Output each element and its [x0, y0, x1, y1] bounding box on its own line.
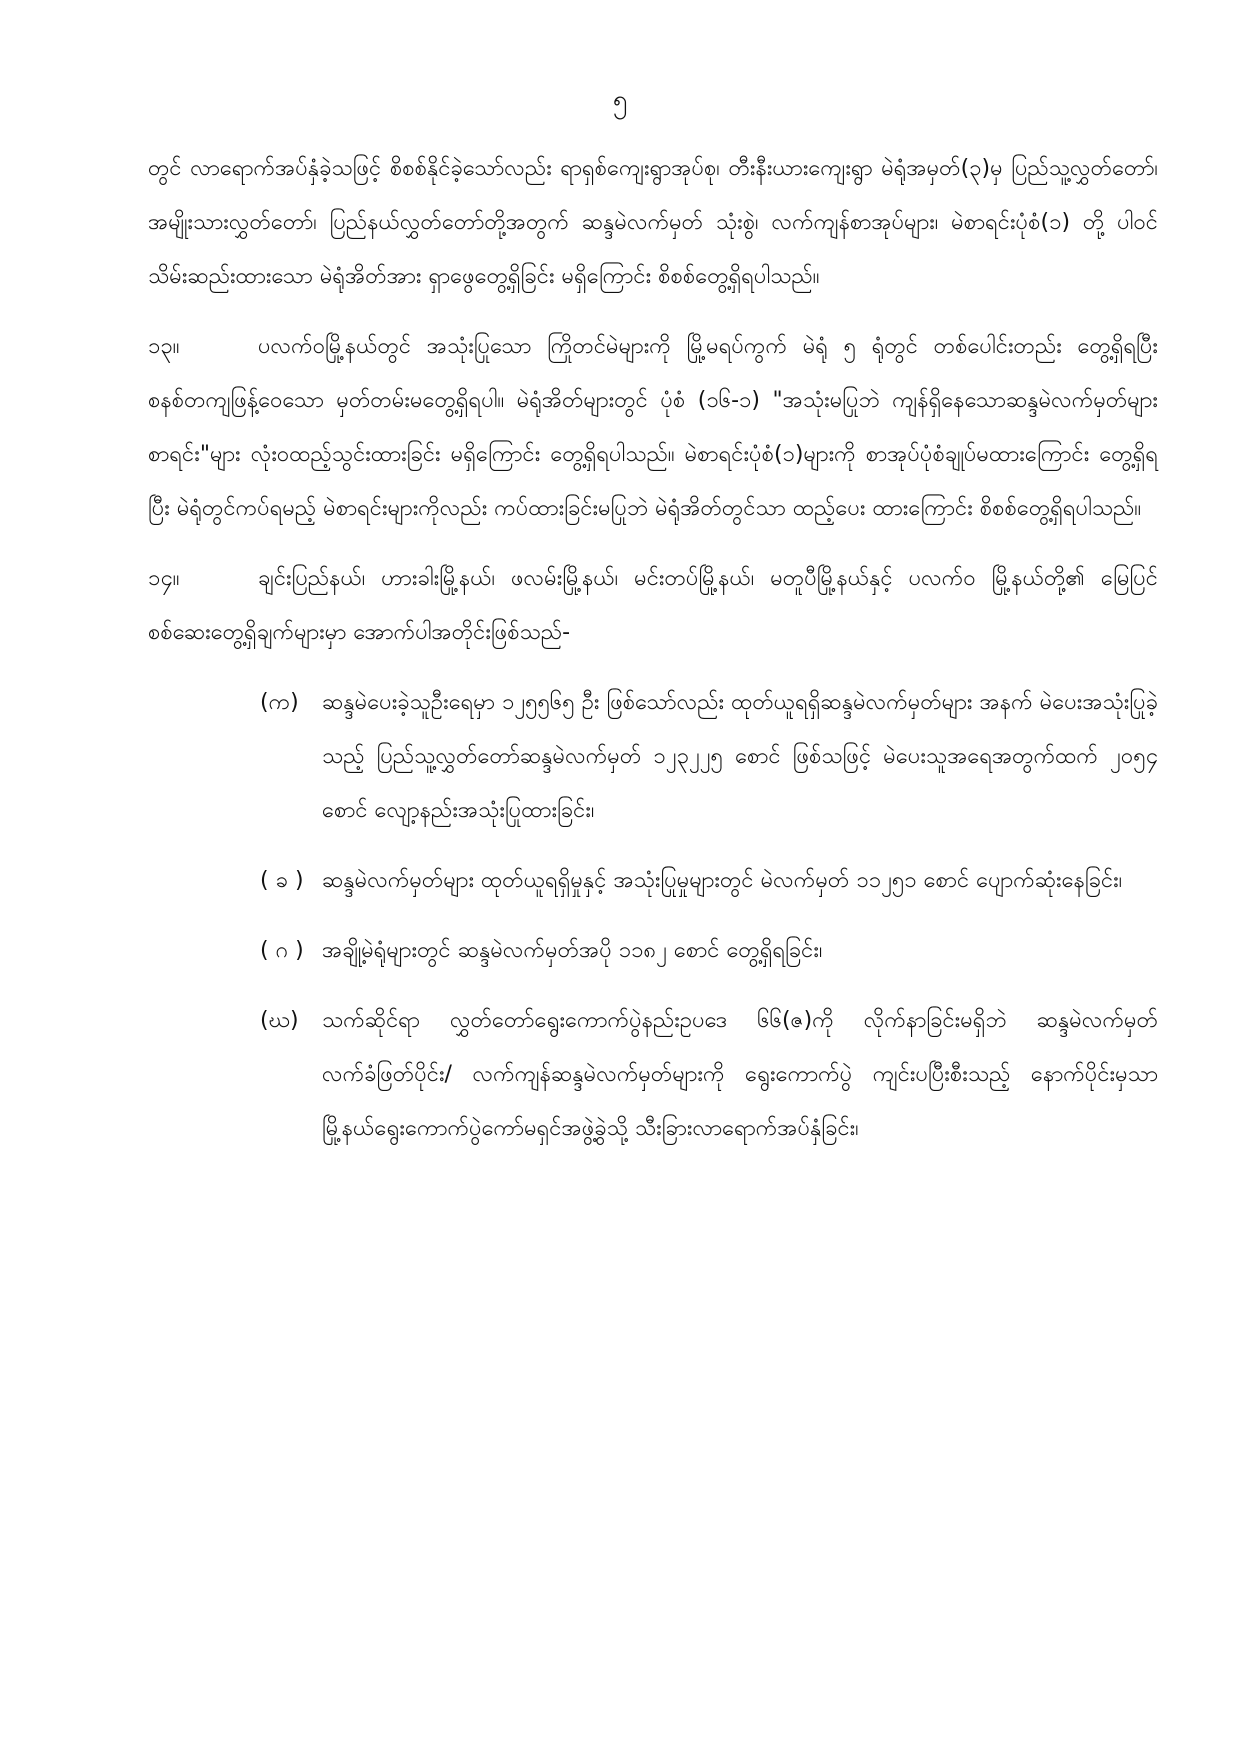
document-body [148, 142, 1158, 1172]
paragraph-text: တွင် လာရောက်အပ်နှံခဲ့သဖြင့် စိစစ်နိုင်ခဲ့သော်လည်း ရာရှစ်ကျေးရွာအုပ်စု၊ တီးနီးယားကျေးရွာ မဲရုံအမှတ်(၃)မှ ပြည်သူ့လွှတ်တော်၊ အမျိုးသားလွှတ်တော်၊ ပြည်နယ်လွှတ်တော်တို့အတွက် ဆန္ဒမဲလက်မှတ် သုံးစွဲ၊ လက်ကျန်စာအုပ်များ၊ မဲစာရင်းပုံစံ(၁) တို့ ပါဝင်သိမ်းဆည်းထားသော မဲရုံအိတ်အား ရှာဖွေတွေ့ရှိခြင်း မရှိကြောင်း စိစစ်တွေ့ရှိရပါသည်။ [148, 156, 1158, 289]
list-item-text: သက်ဆိုင်ရာ လွှတ်တော်ရွေးကောက်ပွဲနည်းဥပဒေ ၆၆(ဇ)ကို လိုက်နာခြင်းမရှိဘဲ ဆန္ဒမဲလက်မှတ် လက်ခံဖြတ်ပိုင်း/ လက်ကျန်ဆန္ဒမဲလက်မှတ်များကို ရွေးကောက်ပွဲ ကျင်းပပြီးစီးသည့် နောက်ပိုင်းမှသာ မြို့နယ်ရွေးကောက်ပွဲကော်မရှင်အဖွဲ့ခွဲသို့ သီးခြားလာရောက်အပ်နှံခြင်း၊ [322, 1008, 1158, 1141]
list-item-label: (က) [260, 690, 299, 715]
paragraph-14 [148, 552, 1158, 660]
paragraph-13 [148, 320, 1158, 536]
page-number: ၅ [612, 85, 628, 115]
list-item [260, 924, 1158, 978]
list-item [260, 854, 1158, 908]
paragraph-text: ချင်းပြည်နယ်၊ ဟားခါးမြို့နယ်၊ ဖလမ်းမြို့နယ်၊ မင်းတပ်မြို့နယ်၊ မတူပီမြို့နယ်နှင့် ပလက်ဝ မြို့နယ်တို့၏ မြေပြင်စစ်ဆေးတွေ့ရှိချက်များမှာ အောက်ပါအတိုင်းဖြစ်သည်- [148, 566, 1158, 645]
list-item-text: အချို့မဲရုံများတွင် ဆန္ဒမဲလက်မှတ်အပို ၁၁၈၂ စောင် တွေ့ရှိရခြင်း၊ [322, 938, 823, 963]
list-item-label: (ဃ) [260, 1008, 299, 1033]
paragraph-continued [148, 142, 1158, 304]
paragraph-number: ၁၃။ [148, 334, 180, 359]
list-item-label: ( ခ ) [260, 868, 304, 893]
list-item-text: ဆန္ဒမဲပေးခဲ့သူဦးရေမှာ ၁၂၅၅၆၅ ဦး ဖြစ်သော်လည်း ထုတ်ယူရရှိဆန္ဒမဲလက်မှတ်များ အနက် မဲပေးအသုံးပြုခဲ့သည့် ပြည်သူ့လွှတ်တော်ဆန္ဒမဲလက်မှတ် ၁၂၃၂၂၅ စောင် ဖြစ်သဖြင့် မဲပေးသူအရေအတွက်ထက် ၂၀၅၄ စောင် လျော့နည်းအသုံးပြုထားခြင်း၊ [322, 690, 1158, 823]
list-item-text: ဆန္ဒမဲလက်မှတ်များ ထုတ်ယူရရှိမှုနှင့် အသုံးပြုမှုများတွင် မဲလက်မှတ် ၁၁၂၅၁ စောင် ပျောက်ဆုံးနေခြင်း၊ [322, 868, 1123, 893]
paragraph-number: ၁၄။ [148, 566, 180, 591]
paragraph-text: ပလက်ဝမြို့နယ်တွင် အသုံးပြုသော ကြိုတင်မဲများကို မြို့မရပ်ကွက် မဲရုံ ၅ ရုံတွင် တစ်ပေါင်းတည်း တွေ့ရှိရပြီး စနစ်တကျဖြန့်ဝေသော မှတ်တမ်းမတွေ့ရှိရပါ။ မဲရုံအိတ်များတွင် ပုံစံ (၁၆-၁) "အသုံးမပြုဘဲ ကျန်ရှိနေသောဆန္ဒမဲလက်မှတ်များစာရင်း"များ လုံးဝထည့်သွင်းထားခြင်း မရှိကြောင်း တွေ့ရှိရပါသည်။ မဲစာရင်းပုံစံ(၁)များကို စာအုပ်ပုံစံချုပ်မထားကြောင်း တွေ့ရှိရပြီး မဲရုံတွင်ကပ်ရမည့် မဲစာရင်းများကိုလည်း ကပ်ထားခြင်းမပြုဘဲ မဲရုံအိတ်တွင်သာ ထည့်ပေး ထားကြောင်း စိစစ်တွေ့ရှိရပါသည်။ [148, 334, 1158, 521]
list-item [260, 994, 1158, 1156]
list-item [260, 676, 1158, 838]
finding-list [260, 676, 1158, 1156]
list-item-label: ( ဂ ) [260, 938, 304, 963]
